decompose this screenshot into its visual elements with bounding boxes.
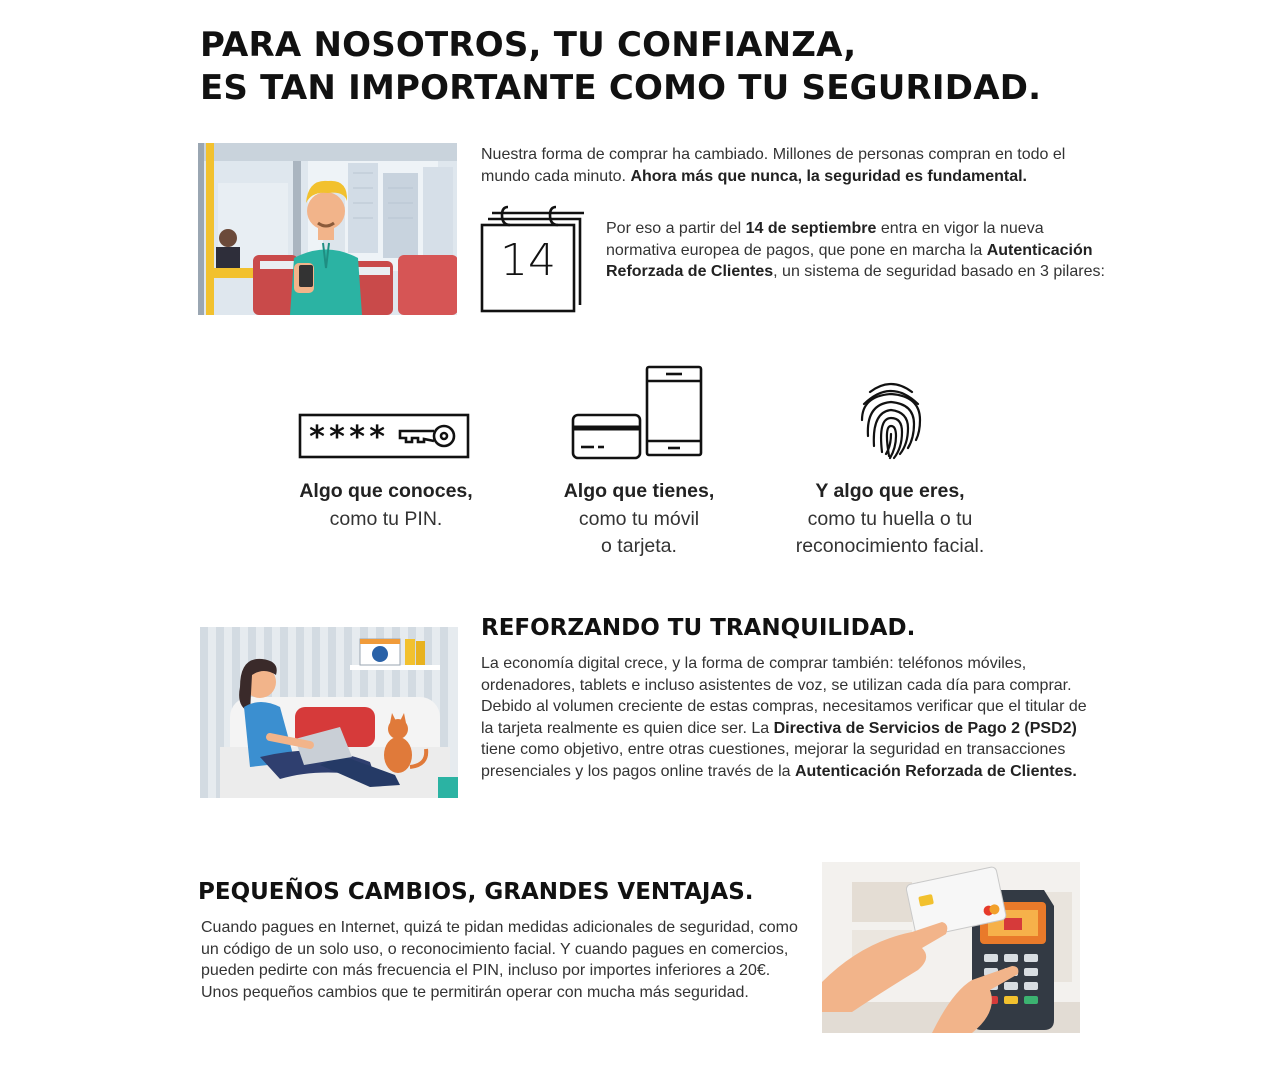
section-title-tranquilidad: REFORZANDO TU TRANQUILIDAD. — [481, 615, 916, 641]
pillar-have — [523, 478, 755, 561]
section-title-ventajas: PEQUEÑOS CAMBIOS, GRANDES VENTAJAS. — [198, 879, 754, 905]
pin-mask: **** — [308, 420, 389, 455]
regulation-text-3: , un sistema de seguridad basado en 3 pilares: — [773, 263, 1105, 280]
pillar-are-line2: como tu huella o tu — [807, 507, 973, 530]
section-ventajas-paragraph: Cuando pagues en Internet, quizá te pidan medidas adicionales de seguridad, como un código de un solo uso, o reconocimiento facial. Y cuando pagues en comercios, pueden pedirte con más frecuencia el PIN, incluso por importes inferiores a 20€. Unos pequeños cambios que te permitirán operar con mucha más seguridad. — [201, 919, 798, 1001]
title-line-1: PARA NOSOTROS, TU CONFIANZA, — [200, 25, 857, 65]
pillar-know-line2: como tu PIN. — [329, 507, 443, 530]
card-payment-illustration — [822, 862, 1080, 1033]
pillar-have-line3: o tarjeta. — [601, 535, 677, 557]
pillar-know — [270, 478, 502, 533]
section2-text-1: La economía digital crece, y la forma de comprar también: teléfonos móviles, ordenadores, tablets e incluso asistentes de voz, se utilizan cada día para comprar. Debido al volumen creciente de estas compras, necesitamos verificar que el titular de la tarjeta realmente es quien dice ser. La — [481, 655, 1087, 737]
regulation-sca: Autenticación Reforzada de Clientes — [606, 241, 1093, 280]
calendar-day: 14 — [500, 235, 556, 286]
intro-text: Nuestra forma de comprar ha cambiado. Millones de personas compran en todo el mundo cada minuto. — [481, 146, 1066, 185]
pin-key-icon — [298, 412, 470, 460]
intro-paragraph — [481, 144, 1106, 187]
woman-laptop-illustration — [200, 627, 458, 798]
pillar-have-line2: como tu móvil — [578, 507, 700, 530]
card-phone-icon — [570, 364, 706, 460]
regulation-date: 14 de septiembre — [745, 220, 877, 237]
pillar-are-line3: reconocimiento facial. — [795, 535, 985, 557]
section2-text-2: tiene como objetivo, entre otras cuestiones, mejorar la seguridad en transacciones presenciales y los pagos online través de la — [481, 741, 1066, 780]
page-title — [200, 24, 1100, 110]
pillar-know-title: Algo que conoces, — [299, 480, 473, 502]
calendar-icon — [478, 203, 584, 315]
regulation-paragraph — [606, 218, 1106, 283]
pillar-are-title: Y algo que eres, — [815, 480, 965, 502]
section-tranquilidad-paragraph — [481, 653, 1103, 782]
pillar-have-title: Algo que tienes, — [563, 480, 715, 502]
fingerprint-icon — [856, 378, 926, 460]
bus-passenger-illustration — [198, 143, 457, 315]
title-line-2: ES TAN IMPORTANTE COMO TU SEGURIDAD. — [200, 68, 1042, 108]
pillar-are — [760, 478, 1020, 561]
section2-bold-psd2: Directiva de Servicios de Pago 2 (PSD2) — [773, 719, 1077, 737]
regulation-text-2: entra en vigor la nueva normativa europea de pagos, que pone en marcha la — [606, 220, 1044, 259]
section2-bold-sca: Autenticación Reforzada de Clientes. — [794, 762, 1077, 780]
regulation-text-1: Por eso a partir del — [606, 220, 742, 237]
intro-bold-text: Ahora más que nunca, la seguridad es fundamental. — [630, 167, 1027, 185]
